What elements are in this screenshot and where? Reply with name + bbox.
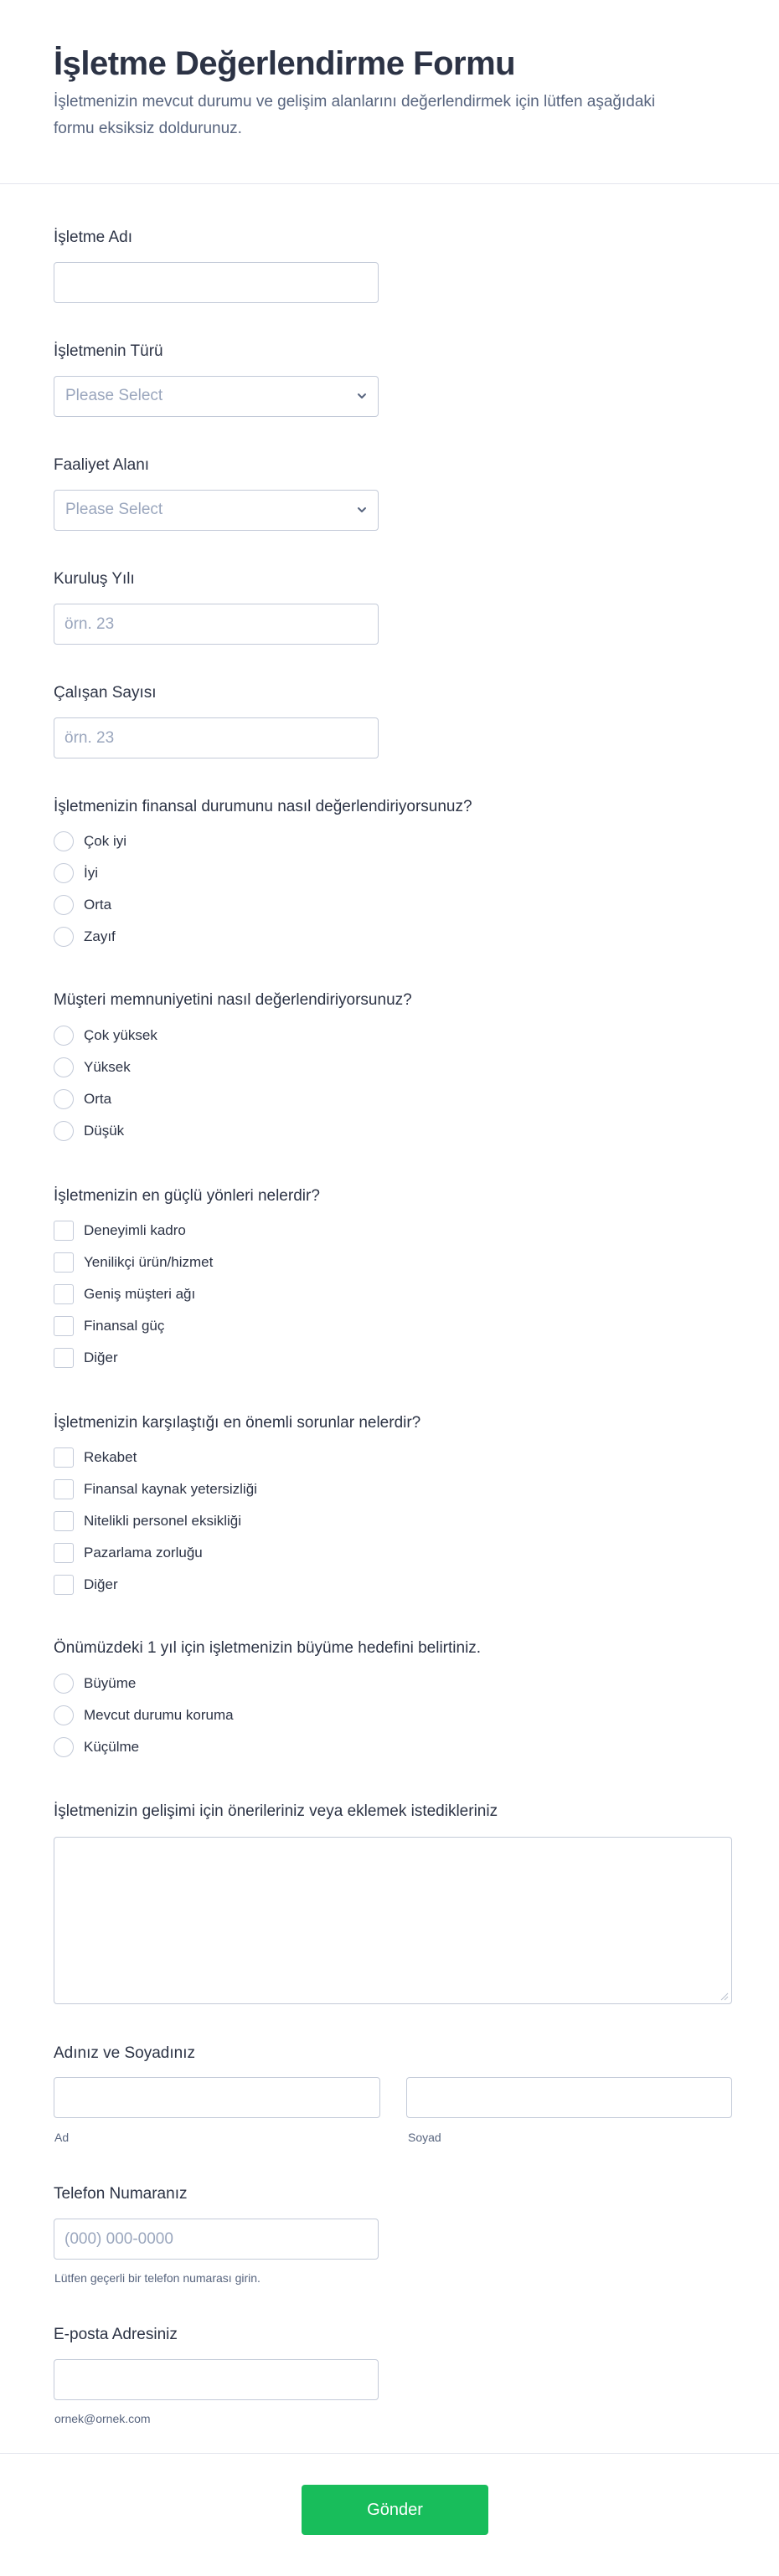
business-name-input[interactable] — [54, 262, 379, 303]
activity-area-label: Faaliyet Alanı — [54, 456, 150, 474]
phone-input[interactable] — [54, 2219, 379, 2260]
employee-count-label: Çalışan Sayısı — [54, 684, 157, 702]
first-name-sublabel: Ad — [54, 2131, 70, 2144]
chevron-down-icon — [356, 504, 368, 516]
business-type-selected: Please Select — [65, 387, 163, 404]
satisfaction-option[interactable]: Yüksek — [54, 1057, 131, 1078]
radio-button[interactable] — [54, 1705, 74, 1725]
checkbox[interactable] — [54, 1543, 74, 1563]
radio-button[interactable] — [54, 1674, 74, 1694]
checkbox[interactable] — [54, 1479, 74, 1499]
strengths-option[interactable]: Diğer — [54, 1347, 118, 1369]
radio-button[interactable] — [54, 831, 74, 851]
problems-option[interactable]: Pazarlama zorluğu — [54, 1542, 203, 1564]
chevron-down-icon — [356, 390, 368, 402]
phone-sublabel: Lütfen geçerli bir telefon numarası girin. — [54, 2271, 261, 2285]
financial-option[interactable]: Çok iyi — [54, 830, 126, 852]
last-name-input[interactable] — [406, 2077, 732, 2118]
growth-option[interactable]: Mevcut durumu koruma — [54, 1704, 234, 1726]
problems-option[interactable]: Nitelikli personel eksikliği — [54, 1510, 241, 1532]
satisfaction-option[interactable]: Orta — [54, 1088, 111, 1110]
radio-button[interactable] — [54, 1057, 74, 1077]
financial-question: İşletmenizin finansal durumunu nasıl değerlendiriyorsunuz? — [54, 798, 472, 815]
first-name-input[interactable] — [54, 2077, 380, 2118]
satisfaction-option[interactable]: Çok yüksek — [54, 1025, 157, 1046]
checkbox[interactable] — [54, 1221, 74, 1241]
growth-option[interactable]: Büyüme — [54, 1673, 136, 1694]
strengths-question: İşletmenizin en güçlü yönleri nelerdir? — [54, 1187, 320, 1205]
radio-button[interactable] — [54, 863, 74, 883]
financial-option[interactable]: İyi — [54, 862, 98, 884]
employee-count-input[interactable] — [54, 717, 379, 758]
form-subtitle: İşletmenizin mevcut durumu ve gelişim alanlarını değerlendirmek için lütfen aşağıdaki formu eksiksiz doldurunuz. — [54, 93, 656, 137]
business-type-label: İşletmenin Türü — [54, 342, 163, 360]
problems-option[interactable]: Rekabet — [54, 1447, 137, 1468]
email-sublabel: ornek@ornek.com — [54, 2412, 151, 2425]
strengths-option[interactable]: Finansal güç — [54, 1315, 164, 1337]
suggestions-textarea[interactable] — [54, 1837, 732, 2004]
founding-year-input[interactable] — [54, 604, 379, 645]
last-name-sublabel: Soyad — [408, 2131, 441, 2144]
radio-button[interactable] — [54, 927, 74, 947]
financial-option[interactable]: Zayıf — [54, 926, 116, 948]
problems-option[interactable]: Diğer — [54, 1574, 118, 1596]
submit-button[interactable]: Gönder — [302, 2485, 488, 2535]
phone-label: Telefon Numaranız — [54, 2185, 188, 2203]
footer-divider — [0, 2453, 779, 2454]
checkbox[interactable] — [54, 1511, 74, 1531]
form-header — [0, 0, 779, 184]
radio-button[interactable] — [54, 1026, 74, 1046]
growth-question: Önümüzdeki 1 yıl için işletmenizin büyüme hedefini belirtiniz. — [54, 1639, 482, 1657]
business-name-label: İşletme Adı — [54, 229, 132, 246]
email-input[interactable] — [54, 2359, 379, 2400]
email-label: E-posta Adresiniz — [54, 2326, 178, 2343]
suggestions-label: İşletmenizin gelişimi için önerileriniz veya eklemek istedikleriniz — [54, 1802, 498, 1820]
strengths-option[interactable]: Deneyimli kadro — [54, 1220, 186, 1242]
satisfaction-option[interactable]: Düşük — [54, 1120, 124, 1142]
checkbox[interactable] — [54, 1348, 74, 1368]
checkbox[interactable] — [54, 1284, 74, 1304]
problems-option[interactable]: Finansal kaynak yetersizliği — [54, 1478, 257, 1500]
satisfaction-question: Müşteri memnuniyetini nasıl değerlendiriyorsunuz? — [54, 991, 412, 1009]
checkbox[interactable] — [54, 1447, 74, 1468]
business-type-select[interactable] — [54, 376, 379, 417]
activity-area-selected: Please Select — [65, 501, 163, 518]
checkbox[interactable] — [54, 1316, 74, 1336]
form-title: İşletme Değerlendirme Formu — [54, 45, 516, 82]
strengths-option[interactable]: Geniş müşteri ağı — [54, 1283, 195, 1305]
financial-option[interactable]: Orta — [54, 894, 111, 916]
activity-area-select[interactable] — [54, 490, 379, 531]
resize-grip-icon[interactable] — [719, 1991, 729, 2001]
strengths-option[interactable]: Yenilikçi ürün/hizmet — [54, 1252, 213, 1273]
full-name-label: Adınız ve Soyadınız — [54, 2044, 195, 2062]
radio-button[interactable] — [54, 1089, 74, 1109]
checkbox[interactable] — [54, 1252, 74, 1273]
radio-button[interactable] — [54, 1121, 74, 1141]
growth-option[interactable]: Küçülme — [54, 1736, 139, 1758]
radio-button[interactable] — [54, 1737, 74, 1757]
radio-button[interactable] — [54, 895, 74, 915]
founding-year-label: Kuruluş Yılı — [54, 570, 135, 588]
problems-question: İşletmenizin karşılaştığı en önemli sorunlar nelerdir? — [54, 1414, 421, 1432]
checkbox[interactable] — [54, 1575, 74, 1595]
